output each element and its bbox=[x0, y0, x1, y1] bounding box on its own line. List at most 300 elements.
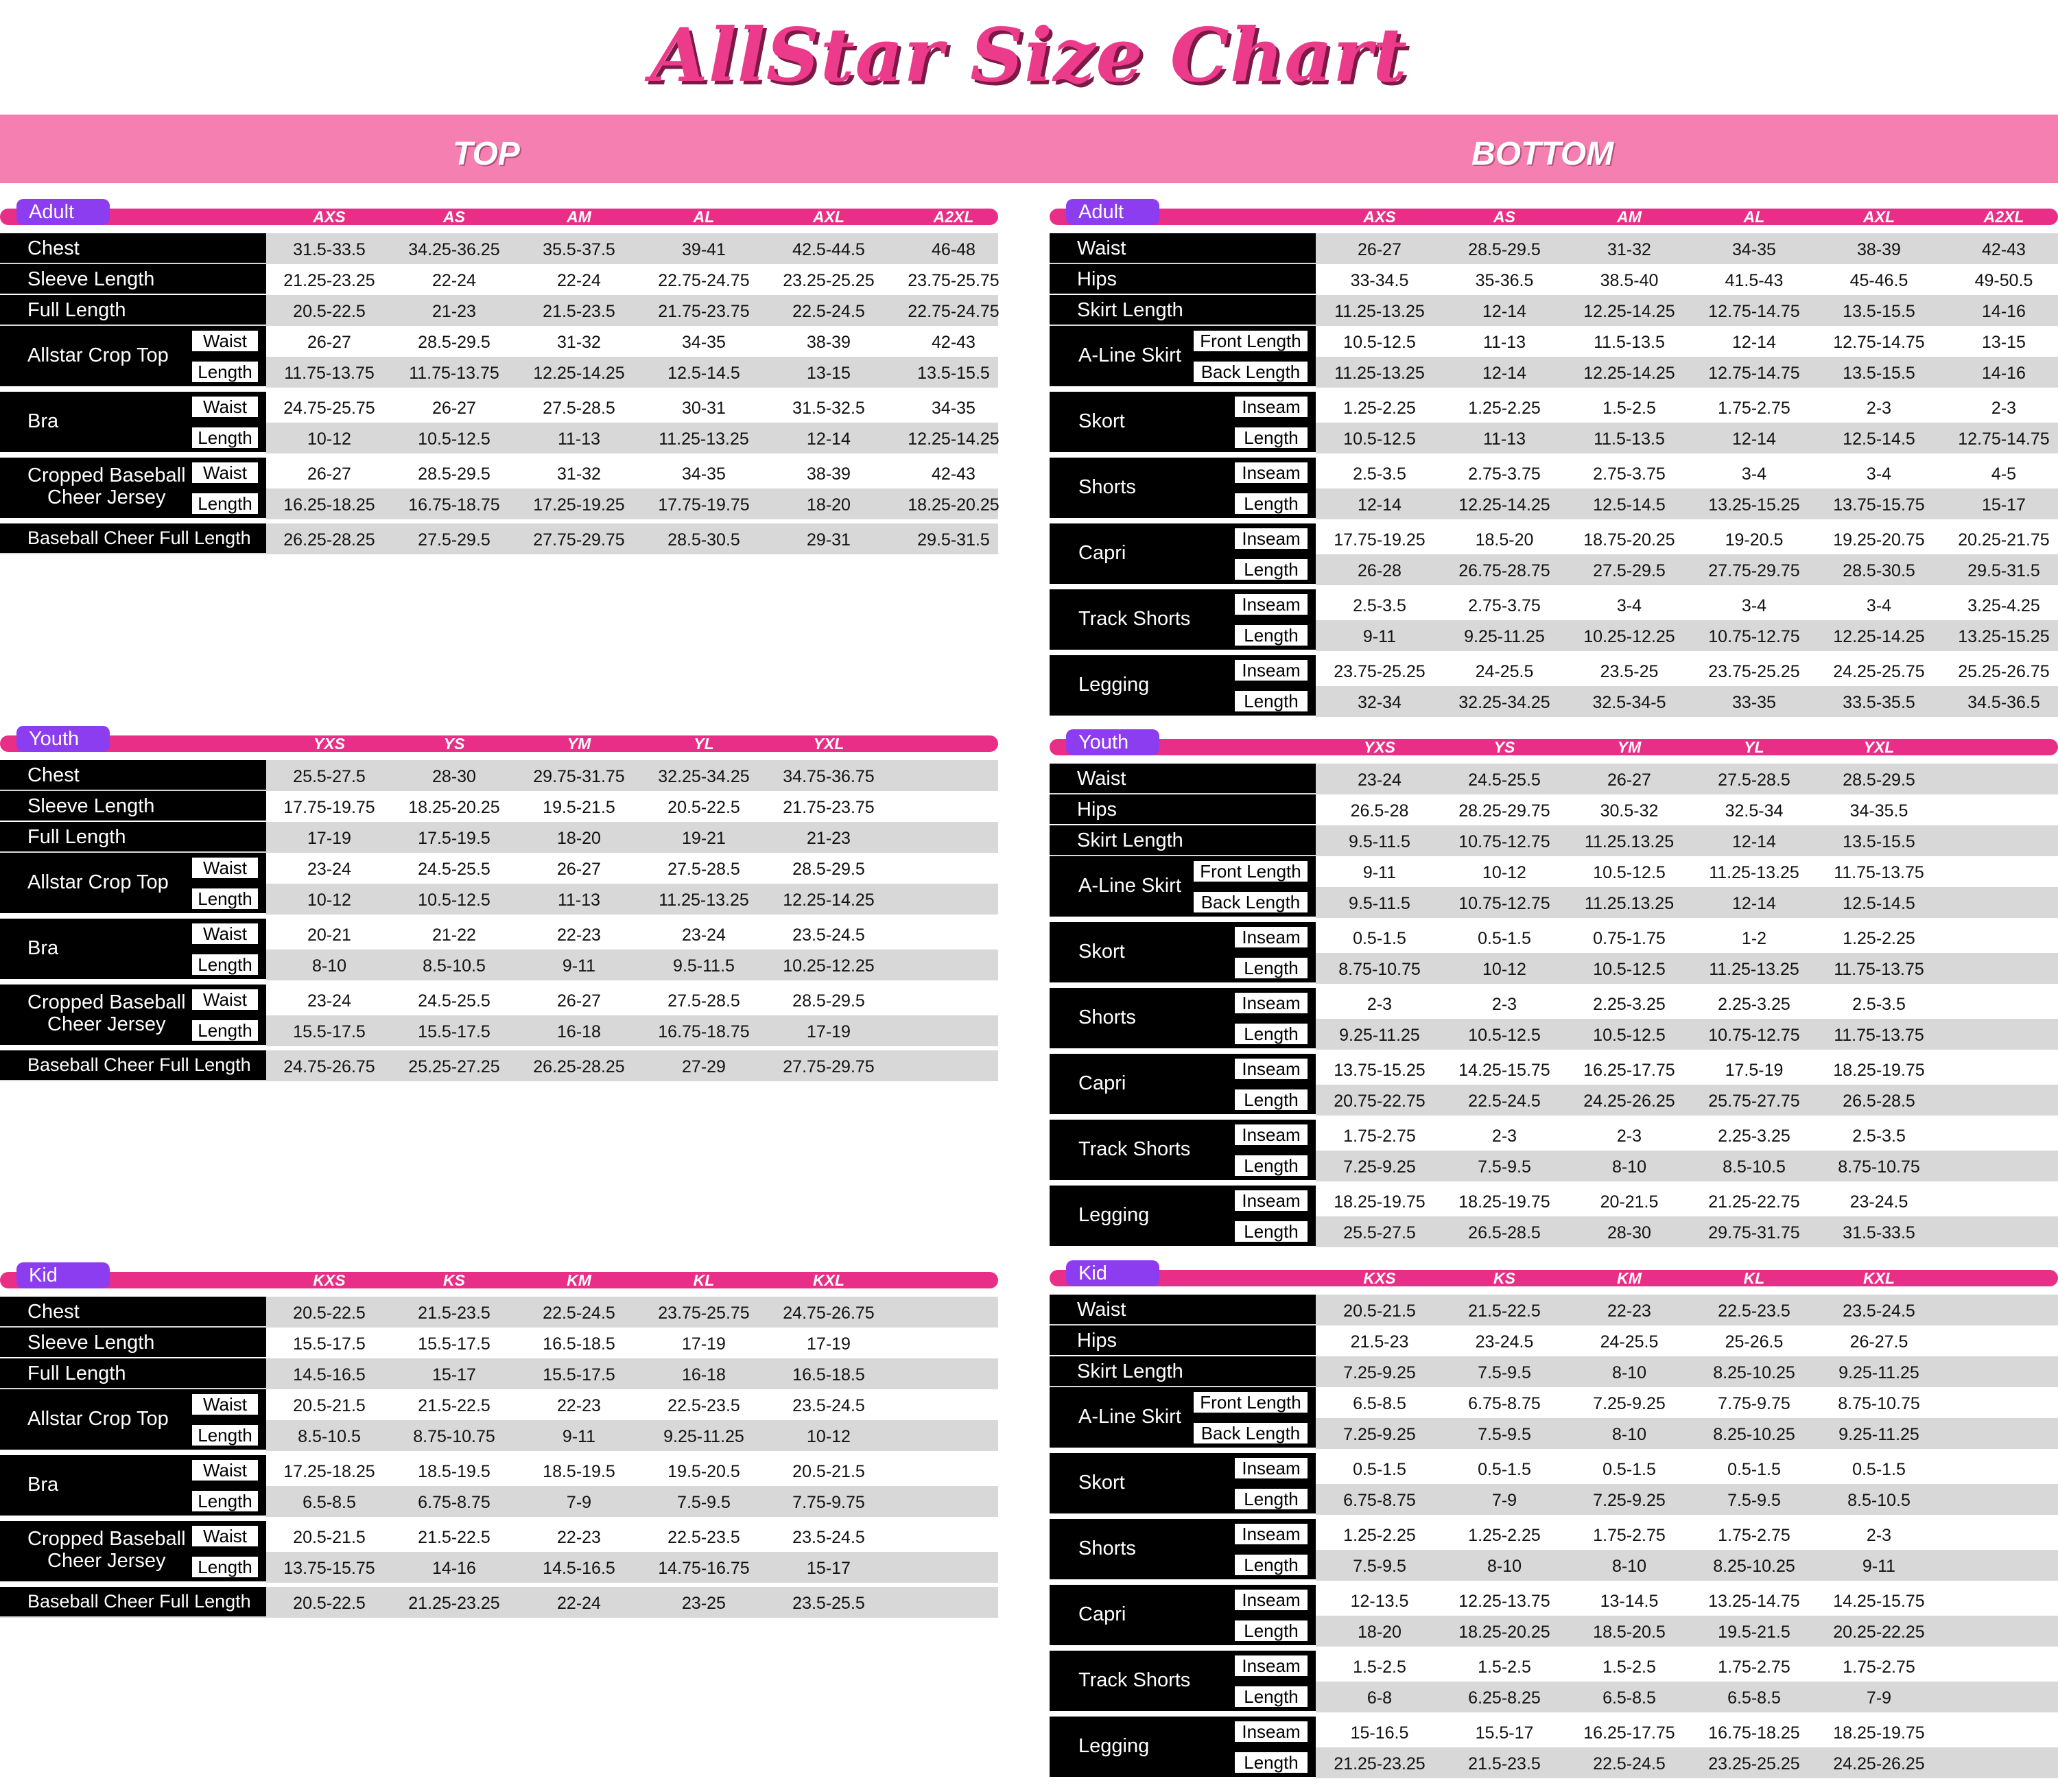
row-label-block bbox=[1050, 1295, 1316, 1324]
sub-label: Waist bbox=[191, 1393, 259, 1416]
sub-label: Waist bbox=[191, 856, 259, 880]
sub-label: Length bbox=[191, 426, 259, 449]
value-cell: 28.25-29.75 bbox=[1458, 801, 1550, 821]
value-cell: 22-24 bbox=[432, 271, 476, 290]
value-cell: 25.75-27.75 bbox=[1708, 1092, 1800, 1111]
value-cell: 7.5-9.5 bbox=[1353, 1557, 1406, 1576]
value-cell: 17.25-19.25 bbox=[533, 495, 625, 515]
value-cell: 7-9 bbox=[1491, 1491, 1517, 1510]
value-cell: 3-4 bbox=[1741, 596, 1767, 615]
value-cell: 13.75-15.25 bbox=[1334, 1061, 1426, 1080]
value-cell: 12.25-14.25 bbox=[908, 429, 1000, 449]
value-cell: 32.25-34.25 bbox=[658, 767, 750, 786]
value-cell: 32.5-34 bbox=[1725, 801, 1784, 821]
value-cell: 20.5-21.5 bbox=[293, 1396, 366, 1415]
value-cell: 6.5-8.5 bbox=[1353, 1394, 1406, 1413]
value-cell: 14.75-16.75 bbox=[658, 1559, 750, 1578]
value-cell: 26-27 bbox=[307, 464, 351, 484]
value-cell: 26-27.5 bbox=[1849, 1332, 1908, 1352]
value-cell: 0.5-1.5 bbox=[1852, 1460, 1906, 1479]
size-label: AM bbox=[1617, 208, 1642, 226]
value-cell: 12.25-13.75 bbox=[1458, 1592, 1550, 1611]
value-cell: 22-23 bbox=[557, 926, 601, 945]
value-cell: 0.75-1.75 bbox=[1593, 929, 1666, 948]
value-cell: 11.25-13.25 bbox=[1709, 863, 1799, 882]
row-label: Skirt Length bbox=[1077, 1360, 1183, 1382]
row-label: Track Shorts bbox=[1078, 608, 1191, 630]
value-cell: 10-12 bbox=[307, 891, 351, 910]
size-label: KXL bbox=[1863, 1269, 1895, 1287]
value-cell: 26.5-28 bbox=[1350, 801, 1409, 821]
value-cell: 7.75-9.75 bbox=[792, 1493, 865, 1512]
sub-label: Length bbox=[1233, 1088, 1309, 1111]
size-label: YM bbox=[567, 735, 591, 753]
value-cell: 13-14.5 bbox=[1600, 1592, 1659, 1611]
value-cell: 18.25-19.75 bbox=[1334, 1192, 1426, 1212]
value-cell: 27.5-28.5 bbox=[667, 991, 740, 1011]
size-label: KM bbox=[1617, 1269, 1642, 1287]
value-cell: 12.5-14.5 bbox=[1843, 429, 1915, 449]
sub-label: Length bbox=[1233, 558, 1309, 581]
value-cell: 16-18 bbox=[682, 1365, 726, 1384]
sub-label: Length bbox=[191, 1489, 259, 1513]
value-cell: 22.5-24.5 bbox=[543, 1304, 615, 1323]
value-cell: 2.5-3.5 bbox=[1852, 1127, 1906, 1146]
value-cell: 38-39 bbox=[807, 333, 851, 352]
value-cell: 21.5-22.5 bbox=[418, 1528, 490, 1547]
value-cell: 24-25.5 bbox=[1600, 1332, 1659, 1352]
value-cell: 17.5-19 bbox=[1725, 1061, 1784, 1080]
value-cell: 11-13 bbox=[1482, 333, 1526, 352]
value-cell: 20-21 bbox=[307, 926, 351, 945]
size-label: AL bbox=[693, 208, 715, 226]
value-cell: 8.75-10.75 bbox=[413, 1427, 495, 1446]
row-label: Track Shorts bbox=[1078, 1138, 1191, 1160]
value-cell: 10.5-12.5 bbox=[1343, 429, 1416, 449]
value-cell: 6.75-8.75 bbox=[1343, 1491, 1416, 1510]
row-label: Track Shorts bbox=[1078, 1669, 1191, 1691]
row-label: Bra bbox=[27, 1474, 59, 1496]
row-label: Chest bbox=[27, 764, 80, 786]
sub-label: Length bbox=[191, 1424, 259, 1447]
row-label-block bbox=[1050, 1356, 1316, 1386]
value-cell: 12-14 bbox=[1732, 429, 1776, 449]
value-cell: 7.25-9.25 bbox=[1343, 1157, 1416, 1177]
value-cell: 3-4 bbox=[1866, 596, 1892, 615]
value-cell: 9-11 bbox=[1362, 627, 1397, 646]
value-cell: 13-15 bbox=[807, 364, 851, 383]
value-cell: 27.75-29.75 bbox=[533, 530, 625, 550]
value-cell: 21.5-23.5 bbox=[543, 302, 615, 321]
value-cell: 22-24 bbox=[557, 1594, 601, 1613]
row-label-block bbox=[0, 822, 266, 851]
value-cell: 1.75-2.75 bbox=[1343, 1127, 1416, 1146]
value-cell: 2-3 bbox=[1367, 995, 1393, 1014]
value-cell: 12.75-14.75 bbox=[1958, 429, 2050, 449]
value-cell: 7.25-9.25 bbox=[1343, 1363, 1416, 1382]
sub-label: Length bbox=[1233, 426, 1309, 449]
size-label: YL bbox=[1744, 738, 1764, 756]
size-label: YXS bbox=[1363, 738, 1396, 756]
value-cell: 20.5-22.5 bbox=[293, 1594, 366, 1613]
value-cell: 18.75-20.25 bbox=[1583, 530, 1675, 550]
value-cell: 24.75-25.75 bbox=[283, 399, 375, 418]
value-cell: 9-11 bbox=[1362, 863, 1397, 882]
row-label: Skirt Length bbox=[1077, 299, 1183, 321]
value-cell: 0.5-1.5 bbox=[1353, 1460, 1406, 1479]
value-cell: 9.25-11.25 bbox=[1838, 1425, 1919, 1444]
value-cell: 7-9 bbox=[1866, 1688, 1892, 1708]
value-cell: 12.25-14.25 bbox=[1583, 302, 1675, 321]
value-cell: 8.5-10.5 bbox=[1723, 1157, 1786, 1177]
value-cell: 23.5-24.5 bbox=[792, 1528, 865, 1547]
value-cell: 19-21 bbox=[682, 829, 726, 848]
value-cell: 13.25-15.25 bbox=[1708, 495, 1800, 515]
value-cell: 28.5-29.5 bbox=[1468, 240, 1541, 259]
value-cell: 15.5-17 bbox=[1475, 1723, 1534, 1743]
value-cell: 23.75-25.25 bbox=[1708, 662, 1800, 681]
value-cell: 1.25-2.25 bbox=[1843, 929, 1915, 948]
row-label: Capri bbox=[1078, 542, 1126, 564]
row-label-block bbox=[0, 1297, 266, 1326]
value-cell: 8.5-10.5 bbox=[298, 1427, 361, 1446]
value-cell: 27.5-28.5 bbox=[667, 860, 740, 879]
value-cell: 1.5-2.5 bbox=[1602, 399, 1656, 418]
value-cell: 12.75-14.75 bbox=[1708, 364, 1800, 383]
row-label-block bbox=[1050, 794, 1316, 824]
row-label: Hips bbox=[1077, 799, 1117, 821]
value-cell: 1.25-2.25 bbox=[1343, 1526, 1416, 1545]
sub-label: Length bbox=[191, 1555, 259, 1579]
value-cell: 23.75-25.75 bbox=[908, 271, 1000, 290]
size-header bbox=[0, 1262, 998, 1290]
value-cell: 15.5-17.5 bbox=[543, 1365, 615, 1384]
value-cell: 11.75-13.75 bbox=[409, 364, 499, 383]
value-cell: 11-13 bbox=[557, 429, 601, 449]
value-cell: 27.5-28.5 bbox=[1718, 770, 1790, 790]
sub-label: Inseam bbox=[1233, 1654, 1309, 1677]
value-cell: 23.25-25.25 bbox=[783, 271, 875, 290]
value-cell: 31-32 bbox=[557, 464, 601, 484]
row-label: Cropped Baseball Cheer Jersey bbox=[27, 1528, 186, 1572]
value-cell: 8.5-10.5 bbox=[1847, 1491, 1911, 1510]
value-cell: 17.75-19.75 bbox=[283, 798, 375, 817]
value-cell: 11.75-13.75 bbox=[1834, 960, 1924, 979]
row-label: A-Line Skirt bbox=[1078, 1406, 1181, 1428]
value-cell: 38-39 bbox=[1857, 240, 1901, 259]
size-header bbox=[1050, 199, 2058, 226]
value-cell: 16.75-18.75 bbox=[408, 495, 500, 515]
value-cell: 28.5-29.5 bbox=[418, 464, 490, 484]
value-cell: 22.75-24.75 bbox=[908, 302, 1000, 321]
value-cell: 13.25-15.25 bbox=[1958, 627, 2050, 646]
value-cell: 11.75-13.75 bbox=[1834, 863, 1924, 882]
value-cell: 8-10 bbox=[1487, 1557, 1522, 1576]
value-cell: 8.75-10.75 bbox=[1838, 1157, 1920, 1177]
sub-label: Length bbox=[1233, 1487, 1309, 1511]
value-cell: 22.5-23.5 bbox=[667, 1528, 740, 1547]
value-cell: 7.5-9.5 bbox=[1727, 1491, 1781, 1510]
value-cell: 28-30 bbox=[432, 767, 476, 786]
value-cell: 16-18 bbox=[557, 1022, 601, 1041]
value-cell: 38-39 bbox=[807, 464, 851, 484]
value-cell: 10.5-12.5 bbox=[418, 891, 490, 910]
size-label: KL bbox=[693, 1271, 715, 1289]
size-label: KXS bbox=[1363, 1269, 1396, 1287]
value-cell: 20.25-21.75 bbox=[1958, 530, 2050, 550]
value-cell: 14-16 bbox=[432, 1559, 476, 1578]
sub-label: Length bbox=[1233, 1154, 1309, 1177]
sub-label: Inseam bbox=[1233, 1588, 1309, 1612]
value-cell: 10.5-12.5 bbox=[1593, 960, 1666, 979]
row-label: Full Length bbox=[27, 826, 126, 848]
value-cell: 42-43 bbox=[932, 464, 975, 484]
sub-label: Front Length bbox=[1192, 329, 1309, 353]
row-label: Chest bbox=[27, 237, 80, 259]
value-cell: 22.75-24.75 bbox=[658, 271, 750, 290]
value-cell: 8-10 bbox=[1611, 1363, 1647, 1382]
value-cell: 20.25-22.25 bbox=[1833, 1623, 1925, 1642]
value-cell: 8.5-10.5 bbox=[423, 956, 486, 976]
size-header bbox=[1050, 729, 2058, 757]
value-cell: 34.25-36.25 bbox=[408, 240, 500, 259]
value-cell: 6.75-8.75 bbox=[418, 1493, 490, 1512]
value-cell: 10.25-12.25 bbox=[1583, 627, 1675, 646]
value-cell: 24-25.5 bbox=[1475, 662, 1534, 681]
row-label: Baseball Cheer Full Length bbox=[27, 1591, 251, 1612]
value-cell: 31-32 bbox=[1607, 240, 1651, 259]
size-header bbox=[1050, 1260, 2058, 1288]
value-cell: 28.5-29.5 bbox=[792, 991, 865, 1011]
row-label: Capri bbox=[1078, 1603, 1126, 1625]
sub-label: Length bbox=[191, 492, 259, 515]
sub-label: Inseam bbox=[1233, 926, 1309, 949]
value-cell: 28.5-30.5 bbox=[667, 530, 740, 550]
value-cell: 23-24 bbox=[682, 926, 726, 945]
value-cell: 20.75-22.75 bbox=[1334, 1092, 1426, 1111]
value-cell: 13.75-15.75 bbox=[1833, 495, 1925, 515]
value-cell: 26.75-28.75 bbox=[1458, 561, 1550, 580]
sub-label: Back Length bbox=[1192, 1422, 1309, 1445]
value-cell: 17.25-18.25 bbox=[283, 1462, 375, 1481]
value-cell: 10.75-12.75 bbox=[1708, 1026, 1800, 1045]
value-cell: 19.25-20.75 bbox=[1833, 530, 1925, 550]
value-cell: 16.25-18.25 bbox=[283, 495, 375, 515]
value-cell: 24.25-26.25 bbox=[1833, 1754, 1925, 1773]
value-cell: 23-24 bbox=[1358, 770, 1401, 790]
value-cell: 21.75-23.75 bbox=[783, 798, 875, 817]
value-cell: 30.5-32 bbox=[1600, 801, 1659, 821]
row-label: Waist bbox=[1077, 237, 1126, 259]
value-cell: 20.5-22.5 bbox=[293, 1304, 366, 1323]
value-cell: 20.5-21.5 bbox=[293, 1528, 366, 1547]
row-label: Skirt Length bbox=[1077, 829, 1183, 851]
value-cell: 2.25-3.25 bbox=[1718, 995, 1790, 1014]
size-label: YS bbox=[443, 735, 465, 753]
value-cell: 24.75-26.75 bbox=[783, 1304, 875, 1323]
value-cell: 1.5-2.5 bbox=[1353, 1658, 1406, 1677]
value-cell: 10-12 bbox=[307, 429, 351, 449]
sub-label: Waist bbox=[191, 395, 259, 418]
row-label: Legging bbox=[1078, 674, 1150, 696]
value-cell: 10.75-12.75 bbox=[1458, 832, 1550, 851]
value-cell: 8.75-10.75 bbox=[1838, 1394, 1920, 1413]
size-label: AXL bbox=[813, 208, 844, 226]
value-cell: 28.5-29.5 bbox=[1843, 770, 1915, 790]
value-cell: 1.25-2.25 bbox=[1343, 399, 1416, 418]
row-label: Bra bbox=[27, 410, 59, 432]
value-cell: 21-23 bbox=[807, 829, 851, 848]
value-cell: 11.25-13.25 bbox=[659, 891, 749, 910]
value-cell: 42-43 bbox=[932, 333, 975, 352]
sub-label: Inseam bbox=[1233, 1123, 1309, 1146]
row-label: Full Length bbox=[27, 299, 126, 321]
value-cell: 34-35.5 bbox=[1849, 801, 1908, 821]
value-cell: 25.5-27.5 bbox=[1343, 1223, 1416, 1242]
sub-label: Length bbox=[191, 360, 259, 384]
value-cell: 6.5-8.5 bbox=[1727, 1688, 1781, 1708]
value-cell: 11.75-13.75 bbox=[284, 364, 375, 383]
value-cell: 8.75-10.75 bbox=[1338, 960, 1421, 979]
value-cell: 17-19 bbox=[807, 1334, 851, 1354]
value-cell: 20.5-21.5 bbox=[1343, 1301, 1416, 1321]
sub-label: Waist bbox=[191, 988, 259, 1011]
value-cell: 12-14 bbox=[1358, 495, 1401, 515]
page-title: AllStar Size Chart bbox=[650, 12, 1408, 99]
value-cell: 22-23 bbox=[557, 1396, 601, 1415]
value-cell: 22.5-23.5 bbox=[667, 1396, 740, 1415]
value-cell: 11-13 bbox=[557, 891, 601, 910]
value-cell: 8.25-10.25 bbox=[1713, 1557, 1795, 1576]
size-label: KL bbox=[1743, 1269, 1765, 1287]
value-cell: 23.5-24.5 bbox=[792, 1396, 865, 1415]
value-cell: 1.25-2.25 bbox=[1468, 1526, 1541, 1545]
value-cell: 13.5-15.5 bbox=[917, 364, 990, 383]
value-cell: 22-23 bbox=[557, 1528, 601, 1547]
value-cell: 27-29 bbox=[682, 1057, 726, 1076]
value-cell: 11.25-13.25 bbox=[1334, 364, 1425, 383]
value-cell: 20-21.5 bbox=[1600, 1192, 1659, 1212]
value-cell: 33-34.5 bbox=[1350, 271, 1409, 290]
row-label-block bbox=[0, 295, 266, 325]
value-cell: 27.5-29.5 bbox=[418, 530, 490, 550]
value-cell: 12.5-14.5 bbox=[1593, 495, 1666, 515]
value-cell: 24.5-25.5 bbox=[418, 860, 490, 879]
value-cell: 2.25-3.25 bbox=[1718, 1127, 1790, 1146]
value-cell: 15.5-17.5 bbox=[418, 1334, 490, 1354]
value-cell: 27.5-28.5 bbox=[543, 399, 615, 418]
row-label-block bbox=[0, 264, 266, 294]
value-cell: 3-4 bbox=[1616, 596, 1642, 615]
value-cell: 2-3 bbox=[1866, 1526, 1892, 1545]
value-cell: 31.5-33.5 bbox=[293, 240, 366, 259]
value-cell: 15.5-17.5 bbox=[293, 1022, 366, 1041]
value-cell: 16.75-18.25 bbox=[1708, 1723, 1800, 1743]
row-label: Baseball Cheer Full Length bbox=[27, 1054, 251, 1075]
value-cell: 1.5-2.5 bbox=[1602, 1658, 1656, 1677]
value-cell: 18.5-20 bbox=[1475, 530, 1534, 550]
sub-label: Inseam bbox=[1233, 1522, 1309, 1546]
value-cell: 17.75-19.25 bbox=[1334, 530, 1426, 550]
value-cell: 2.25-3.25 bbox=[1593, 995, 1666, 1014]
value-cell: 12.25-14.25 bbox=[1583, 364, 1675, 383]
value-cell: 26.5-28.5 bbox=[1843, 1092, 1915, 1111]
value-cell: 15.5-17.5 bbox=[293, 1334, 366, 1354]
row-label-block bbox=[0, 1358, 266, 1388]
value-cell: 11.25.13.25 bbox=[1584, 832, 1675, 851]
value-cell: 28-30 bbox=[1607, 1223, 1651, 1242]
row-label-block bbox=[1050, 764, 1316, 793]
value-cell: 16.75-18.75 bbox=[658, 1022, 750, 1041]
value-cell: 3-4 bbox=[1866, 464, 1892, 484]
value-cell: 19.5-21.5 bbox=[543, 798, 615, 817]
value-cell: 26-27 bbox=[307, 333, 351, 352]
value-cell: 21.25-23.25 bbox=[408, 1594, 500, 1613]
value-cell: 22.5-24.5 bbox=[1593, 1754, 1666, 1773]
sub-label: Inseam bbox=[1233, 659, 1309, 682]
value-cell: 2.75-3.75 bbox=[1468, 596, 1541, 615]
value-cell: 9-11 bbox=[562, 1427, 596, 1446]
sub-label: Inseam bbox=[1233, 991, 1309, 1015]
size-label: KS bbox=[1493, 1269, 1515, 1287]
value-cell: 24.5-25.5 bbox=[418, 991, 490, 1011]
value-cell: 14.5-16.5 bbox=[543, 1559, 615, 1578]
value-cell: 28.5-30.5 bbox=[1843, 561, 1915, 580]
sub-label: Inseam bbox=[1233, 1189, 1309, 1212]
value-cell: 11.25-13.25 bbox=[1709, 960, 1799, 979]
value-cell: 33-35 bbox=[1732, 693, 1776, 712]
value-cell: 6-8 bbox=[1367, 1688, 1393, 1708]
value-cell: 18.25-20.25 bbox=[1458, 1623, 1550, 1642]
value-cell: 19.5-21.5 bbox=[1718, 1623, 1790, 1642]
value-cell: 23.5-24.5 bbox=[1843, 1301, 1915, 1321]
value-cell: 21.5-23.5 bbox=[1468, 1754, 1541, 1773]
value-cell: 2.5-3.5 bbox=[1353, 596, 1406, 615]
value-cell: 8-10 bbox=[1611, 1425, 1647, 1444]
value-cell: 9.25-11.25 bbox=[663, 1427, 744, 1446]
value-cell: 28.5-29.5 bbox=[418, 333, 490, 352]
value-cell: 22.5-24.5 bbox=[792, 302, 865, 321]
size-label: KXL bbox=[813, 1271, 844, 1289]
row-label: Waist bbox=[1077, 768, 1126, 790]
value-cell: 18.5-20.5 bbox=[1593, 1623, 1666, 1642]
value-cell: 10.5-12.5 bbox=[418, 429, 490, 449]
value-cell: 4-5 bbox=[1991, 464, 2017, 484]
size-label: AS bbox=[1493, 208, 1515, 226]
value-cell: 45-46.5 bbox=[1849, 271, 1908, 290]
row-label-block bbox=[1050, 264, 1316, 294]
value-cell: 9.25-11.25 bbox=[1339, 1026, 1420, 1045]
value-cell: 12.75-14.75 bbox=[1833, 333, 1925, 352]
value-cell: 13.5-15.5 bbox=[1843, 832, 1915, 851]
value-cell: 23.25-25.25 bbox=[1708, 1754, 1800, 1773]
value-cell: 2-3 bbox=[1616, 1127, 1642, 1146]
value-cell: 8-10 bbox=[311, 956, 347, 976]
value-cell: 29.5-31.5 bbox=[917, 530, 990, 550]
value-cell: 13.5-15.5 bbox=[1843, 302, 1915, 321]
value-cell: 22.5-23.5 bbox=[1718, 1301, 1790, 1321]
value-cell: 34-35 bbox=[682, 464, 726, 484]
size-label: AXL bbox=[1863, 208, 1895, 226]
value-cell: 29.75-31.75 bbox=[1708, 1223, 1800, 1242]
value-cell: 15.5-17.5 bbox=[418, 1022, 490, 1041]
value-cell: 13.75-15.75 bbox=[283, 1559, 375, 1578]
value-cell: 26-27 bbox=[432, 399, 476, 418]
value-cell: 12-13.5 bbox=[1350, 1592, 1409, 1611]
value-cell: 18-20 bbox=[1358, 1623, 1401, 1642]
sub-label: Length bbox=[191, 953, 259, 976]
value-cell: 11.75-13.75 bbox=[1834, 1026, 1924, 1045]
